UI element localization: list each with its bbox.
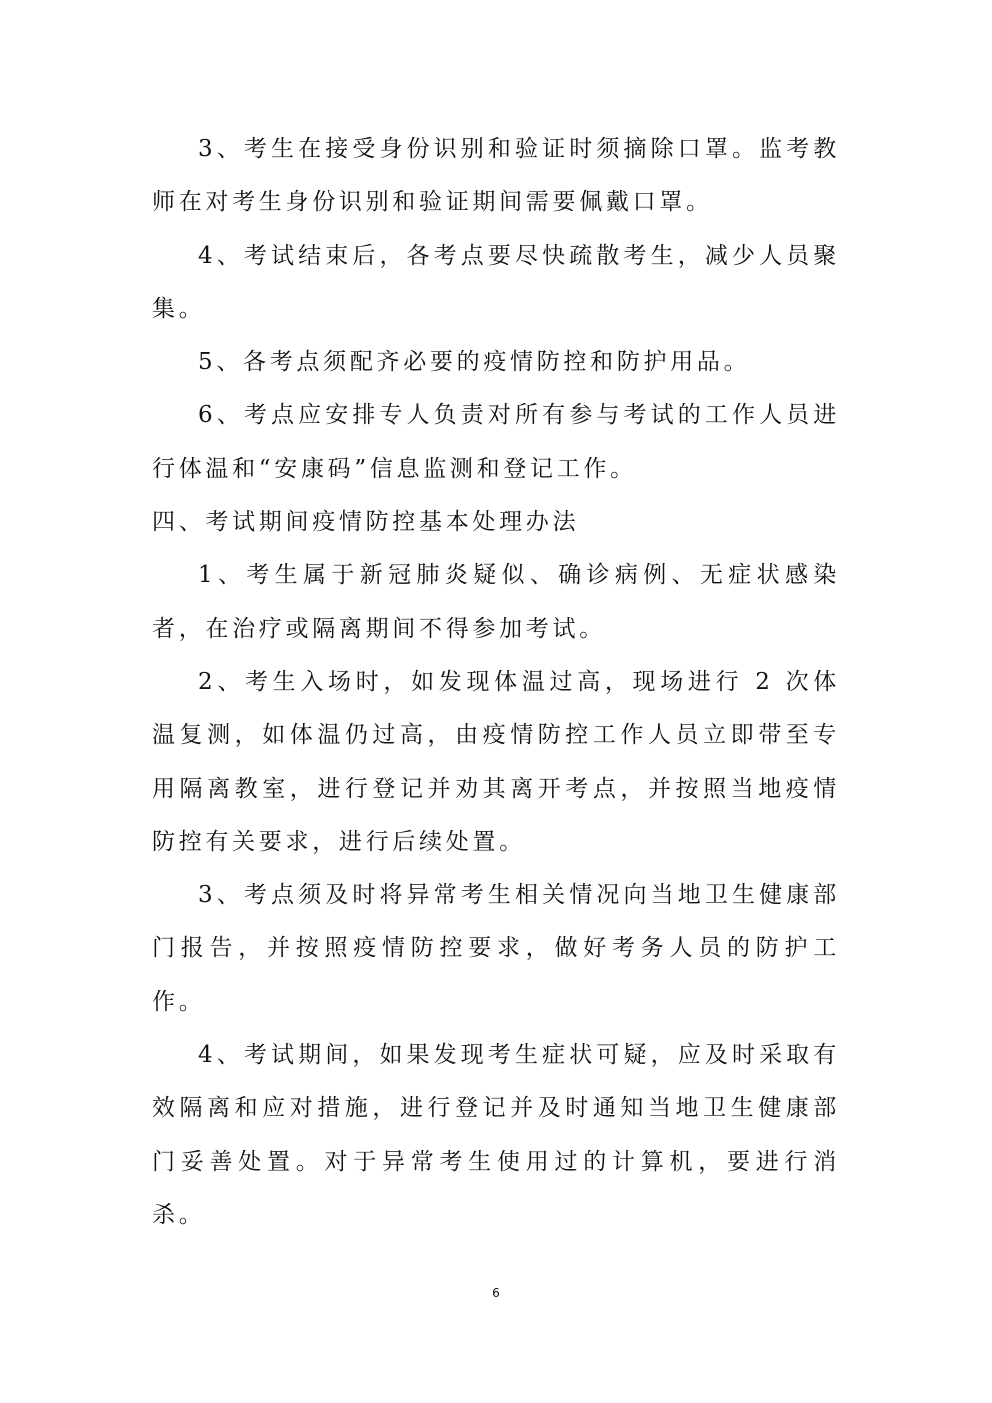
paragraph-item-6: 6、考点应安排专人负责对所有参与考试的工作人员进行体温和“安康码”信息监测和登记工作。	[152, 402, 840, 482]
paragraph-handling-3: 3、考点须及时将异常考生相关情况向当地卫生健康部门报告，并按照疫情防控要求，做好考务人员的防护工作。	[152, 882, 840, 1015]
section-heading: 四、考试期间疫情防控基本处理办法	[152, 509, 580, 536]
paragraph-item-3: 3、考生在接受身份识别和验证时须摘除口罩。监考教师在对考生身份识别和验证期间需要佩戴口罩。	[152, 136, 840, 216]
paragraph-handling-4: 4、考试期间，如果发现考生症状可疑，应及时采取有效隔离和应对措施，进行登记并及时通知当地卫生健康部门妥善处置。对于异常考生使用过的计算机，要进行消杀。	[152, 1042, 840, 1228]
page-number: 6	[492, 1286, 500, 1300]
paragraph-handling-2: 2、考生入场时，如发现体温过高，现场进行 2 次体温复测，如体温仍过高，由疫情防控工作人员立即带至专用隔离教室，进行登记并劝其离开考点，并按照当地疫情防控有关要求，进行后续处置。	[152, 668, 840, 855]
paragraph-handling-1: 1、考生属于新冠肺炎疑似、确诊病例、无症状感染者，在治疗或隔离期间不得参加考试。	[152, 562, 840, 642]
document-body	[152, 123, 840, 1242]
paragraph-item-5: 5、各考点须配齐必要的疫情防控和防护用品。	[198, 349, 751, 376]
paragraph-item-4: 4、考试结束后，各考点要尽快疏散考生，减少人员聚集。	[152, 242, 840, 322]
